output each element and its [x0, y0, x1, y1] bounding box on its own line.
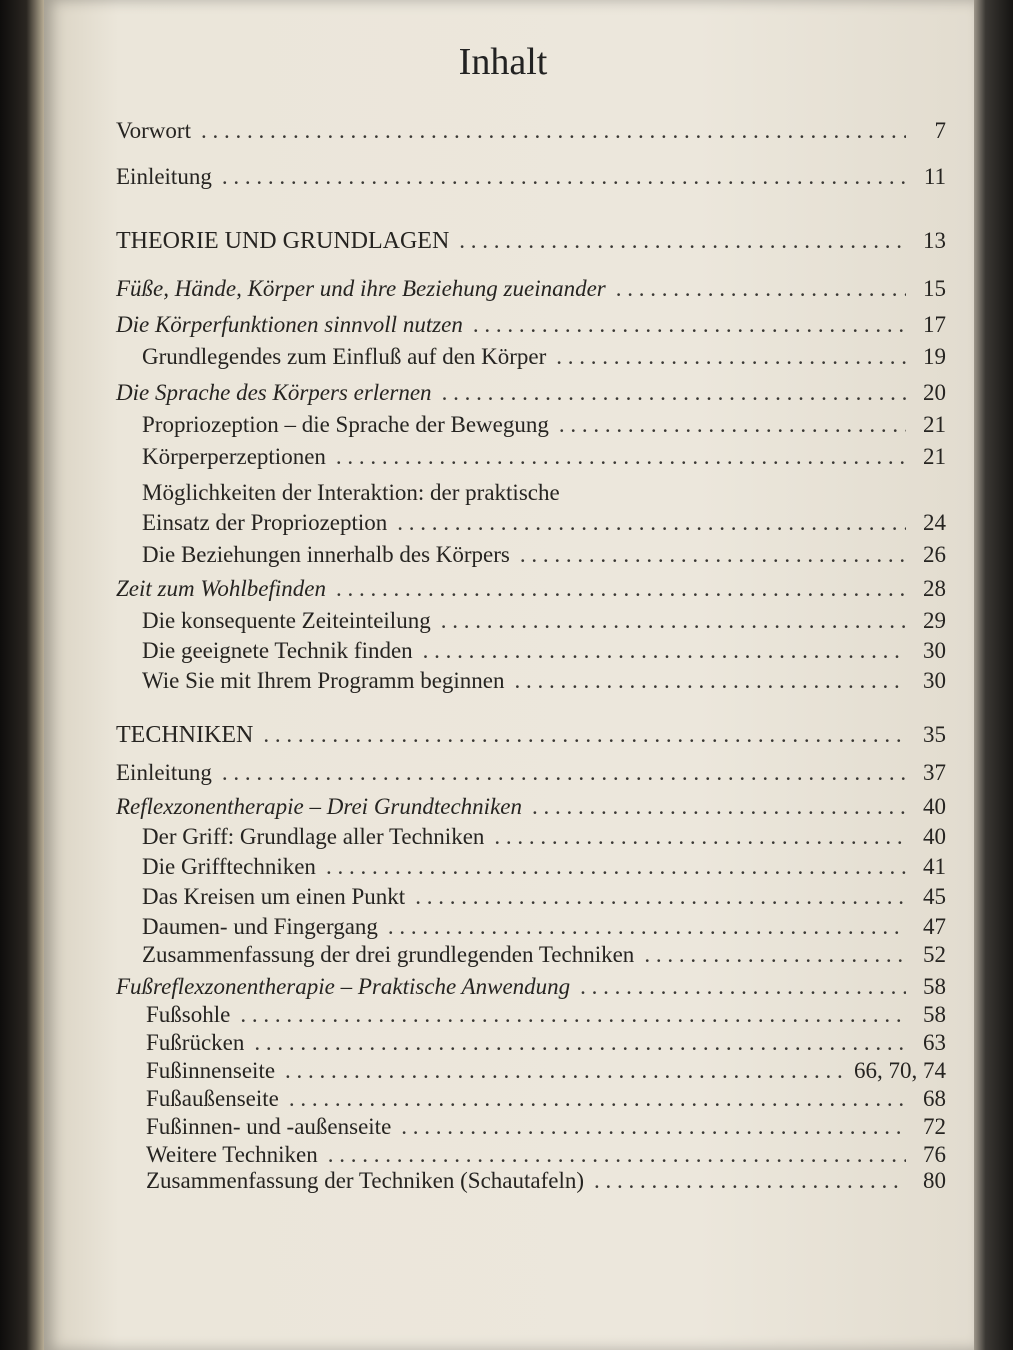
- toc-entry-subsection: [116, 510, 946, 540]
- toc-entry-subsection: [116, 914, 946, 944]
- toc-entry-page: 72: [923, 1114, 946, 1139]
- leader-dots: [285, 1058, 844, 1084]
- leader-dots: [556, 344, 906, 370]
- toc-entry-label: Daumen- und Fingergang: [142, 914, 378, 939]
- toc-entry-page: 29: [923, 608, 946, 633]
- toc-entry-page: 35: [923, 722, 946, 747]
- leader-dots: [201, 118, 906, 144]
- leader-dots: [473, 312, 906, 338]
- toc-entry-page: 76: [923, 1142, 946, 1167]
- toc-entry-page: 19: [923, 344, 946, 369]
- toc-entry-page: 37: [923, 760, 946, 785]
- toc-entry-label: Die konsequente Zeiteinteilung: [142, 608, 431, 633]
- toc-entry-label: Fußinnenseite: [146, 1058, 276, 1083]
- page-title: Inhalt: [458, 41, 548, 83]
- toc-entry-page: 63: [923, 1030, 946, 1055]
- toc-entry-label: Grundlegendes zum Einfluß auf den Körper: [142, 344, 547, 369]
- leader-dots: [644, 942, 906, 968]
- toc-entry-page: 58: [923, 1002, 946, 1027]
- toc-entry-subsection: [116, 1058, 946, 1088]
- toc-entry-label: Reflexzonentherapie – Drei Grundtechniken: [116, 794, 522, 819]
- leader-dots: [494, 824, 906, 850]
- leader-dots: [459, 228, 906, 254]
- toc-entry-subsection: [116, 1002, 946, 1032]
- toc-entry-page: 17: [923, 312, 946, 337]
- toc-entry-page: 41: [923, 854, 946, 879]
- leader-dots: [222, 760, 906, 786]
- toc-entry-subsection: [116, 344, 946, 374]
- toc-entry-label: Fußrücken: [146, 1030, 245, 1055]
- toc-entry-page: 52: [923, 942, 946, 967]
- toc-entry-page: 47: [923, 914, 946, 939]
- leader-dots: [222, 164, 906, 190]
- leader-dots: [388, 914, 906, 940]
- toc-entry-subsection: [116, 608, 946, 638]
- toc-entry-page: 40: [923, 824, 946, 849]
- leader-dots: [580, 974, 906, 1000]
- toc-entry-label: Die geeignete Technik finden: [142, 638, 413, 663]
- toc-entry-subsection: [116, 412, 946, 442]
- leader-dots: [616, 276, 906, 302]
- toc-entry-label: Einleitung: [116, 164, 212, 189]
- toc-entry-chapter: [116, 794, 946, 824]
- leader-dots: [397, 510, 906, 536]
- toc-entry-label: Zusammenfassung der Techniken (Schautafeln): [146, 1168, 585, 1193]
- toc-entry-einleitung-2: [116, 760, 946, 790]
- toc-entry-label: Einsatz der Propriozeption: [142, 510, 388, 535]
- toc-entry-subsection: [116, 668, 946, 698]
- toc-entry-subsection: [116, 942, 946, 972]
- toc-entry-label: Die Sprache des Körpers erlernen: [116, 380, 432, 405]
- toc-entry-page: 26: [923, 542, 946, 567]
- leader-dots: [289, 1086, 906, 1112]
- toc-entry-page: 21: [923, 444, 946, 469]
- toc-entry-subsection: [116, 1114, 946, 1144]
- book-edge-shadow: [974, 0, 1013, 1350]
- leader-dots: [328, 1142, 906, 1168]
- leader-dots: [559, 412, 906, 438]
- toc-entry-page: 7: [934, 118, 946, 143]
- toc-entry-page: 30: [923, 668, 946, 693]
- toc-entry-label: Weitere Techniken: [146, 1142, 318, 1167]
- leader-dots: [532, 794, 906, 820]
- toc-entry-vorwort: [116, 118, 946, 148]
- toc-entry-label: Möglichkeiten der Interaktion: der praktische: [142, 480, 560, 505]
- toc-entry-subsection: [116, 480, 946, 510]
- toc-entry-label: Vorwort: [116, 118, 191, 143]
- toc-entry-page: 24: [923, 510, 946, 535]
- toc-entry-chapter: [116, 380, 946, 410]
- toc-entry-subsection: [116, 1168, 946, 1198]
- leader-dots: [442, 380, 906, 406]
- toc-entry-label: Propriozeption – die Sprache der Bewegung: [142, 412, 549, 437]
- leader-dots: [415, 884, 906, 910]
- leader-dots: [326, 854, 906, 880]
- leader-dots: [594, 1168, 906, 1194]
- toc-entry-label: Fußreflexzonentherapie – Praktische Anwendung: [116, 974, 571, 999]
- leader-dots: [520, 542, 906, 568]
- toc-section-techniken: [116, 722, 946, 752]
- toc-entry-page: 30: [923, 638, 946, 663]
- toc-entry-label: Fußinnen- und -außenseite: [146, 1114, 392, 1139]
- toc-section-theorie: [116, 228, 946, 258]
- toc-entry-page: 11: [923, 164, 946, 189]
- toc-entry-chapter: [116, 576, 946, 606]
- toc-entry-subsection: [116, 854, 946, 884]
- toc-entry-page: 21: [923, 412, 946, 437]
- leader-dots: [336, 576, 906, 602]
- book-page: [44, 0, 974, 1350]
- toc-entry-page: 40: [923, 794, 946, 819]
- toc-entry-label: Einleitung: [116, 760, 212, 785]
- toc-entry-label: Die Grifftechniken: [142, 854, 316, 879]
- toc-section-label: THEORIE UND GRUNDLAGEN: [116, 228, 450, 254]
- toc-entry-label: Fußsohle: [146, 1002, 231, 1027]
- toc-entry-page: 80: [923, 1168, 946, 1193]
- leader-dots: [254, 1030, 906, 1056]
- toc-entry-page: 45: [923, 884, 946, 909]
- toc-entry-subsection: [116, 884, 946, 914]
- leader-dots: [401, 1114, 906, 1140]
- toc-entry-page: 20: [923, 380, 946, 405]
- toc-entry-subsection: [116, 824, 946, 854]
- toc-entry-subsection: [116, 638, 946, 668]
- toc-section-label: TECHNIKEN: [116, 722, 254, 748]
- toc-entry-chapter: [116, 312, 946, 342]
- leader-dots: [441, 608, 906, 634]
- toc-entry-subsection: [116, 1086, 946, 1116]
- toc-entry-label: Wie Sie mit Ihrem Programm beginnen: [142, 668, 505, 693]
- toc-entry-label: Der Griff: Grundlage aller Techniken: [142, 824, 485, 849]
- toc-entry-label: Füße, Hände, Körper und ihre Beziehung zueinander: [116, 276, 606, 301]
- toc-entry-subsection: [116, 542, 946, 572]
- toc-entry-label: Zeit zum Wohlbefinden: [116, 576, 326, 601]
- toc-entry-chapter: [116, 276, 946, 306]
- toc-entry-subsection: [116, 444, 946, 474]
- leader-dots: [336, 444, 906, 470]
- leader-dots: [423, 638, 906, 664]
- leader-dots: [263, 722, 906, 748]
- toc-entry-page: 66, 70, 74: [854, 1058, 946, 1083]
- toc-entry-page: 68: [923, 1086, 946, 1111]
- toc-entry-label: Die Körperfunktionen sinnvoll nutzen: [116, 312, 463, 337]
- toc-entry-page: 58: [923, 974, 946, 999]
- leader-dots: [240, 1002, 906, 1028]
- book-spine-shadow: [0, 0, 44, 1350]
- leader-dots: [515, 668, 906, 694]
- toc-entry-label: Körperperzeptionen: [142, 444, 326, 469]
- toc-entry-label: Zusammenfassung der drei grundlegenden Techniken: [142, 942, 635, 967]
- toc-entry-chapter: [116, 974, 946, 1004]
- toc-entry-label: Fußaußenseite: [146, 1086, 279, 1111]
- toc-entry-einleitung: [116, 164, 946, 194]
- toc-entry-page: 28: [923, 576, 946, 601]
- toc-entry-label: Das Kreisen um einen Punkt: [142, 884, 406, 909]
- toc-entry-page: 13: [923, 228, 946, 253]
- toc-entry-subsection: [116, 1030, 946, 1060]
- toc-entry-page: 15: [923, 276, 946, 301]
- toc-entry-label: Die Beziehungen innerhalb des Körpers: [142, 542, 510, 567]
